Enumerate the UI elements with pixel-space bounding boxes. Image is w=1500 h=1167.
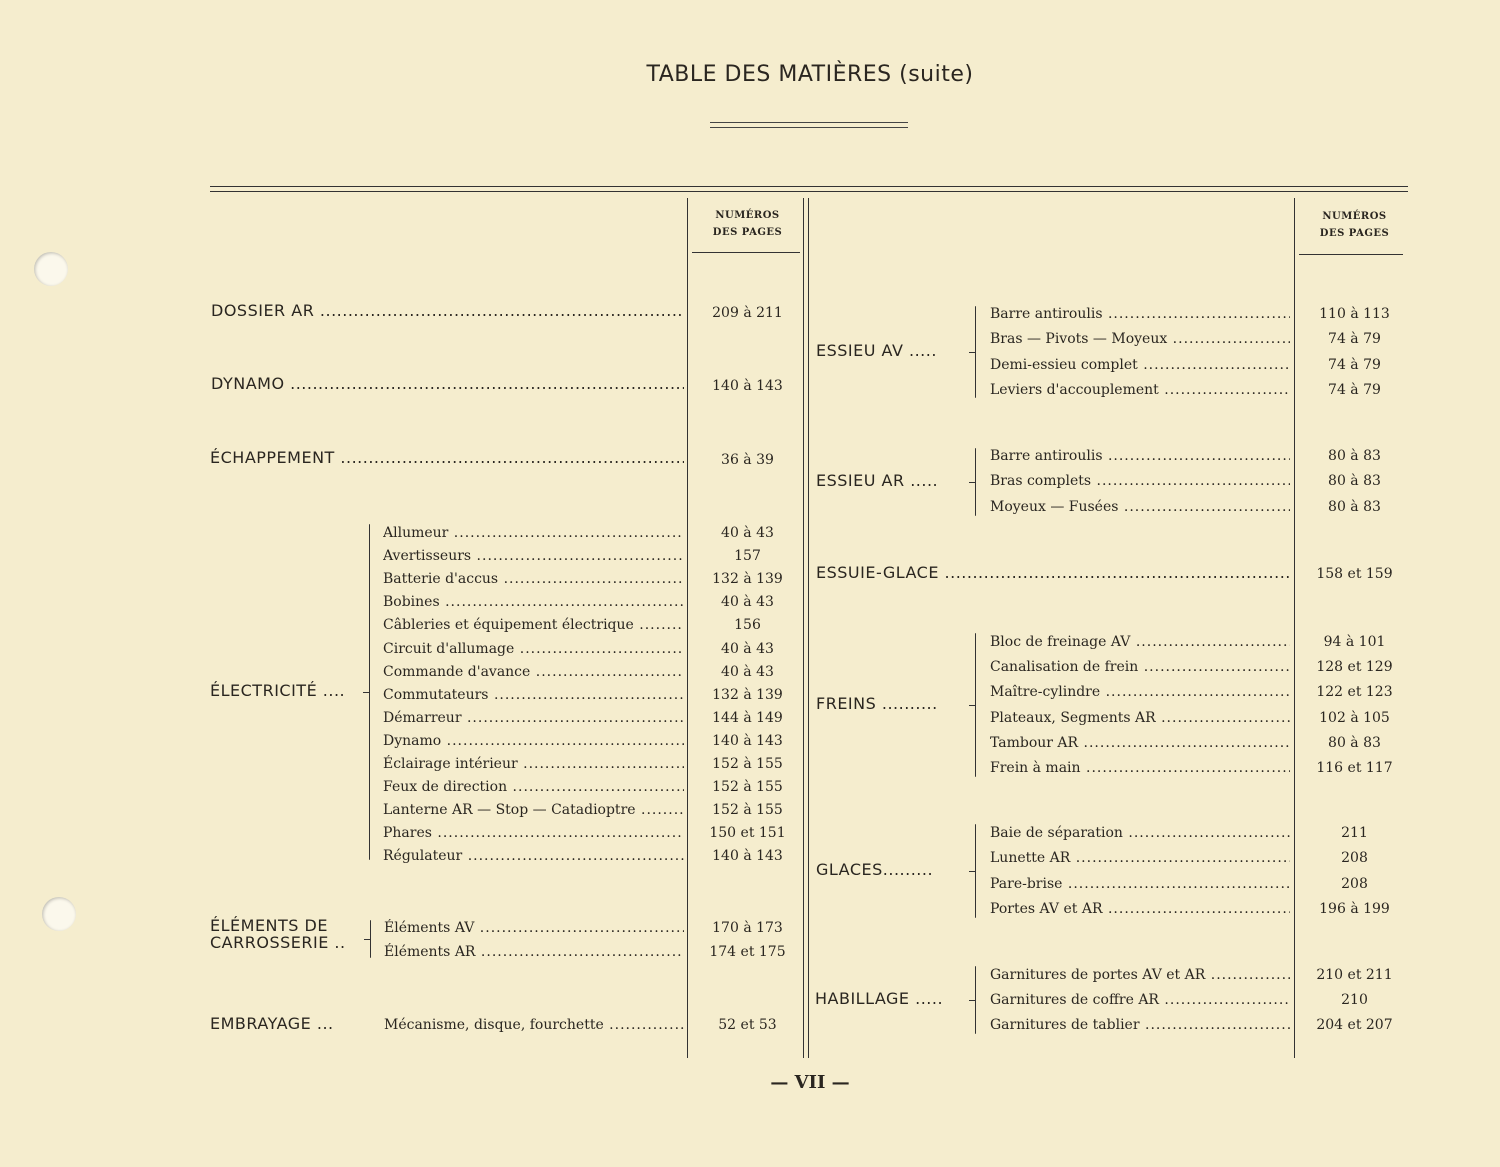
sub-entry-pages: 80 à 83 [1328, 734, 1381, 751]
sub-entry-label: Moyeux — Fusées ..... [990, 498, 1290, 516]
title-underline-2 [710, 127, 908, 128]
sub-entry-pages: 152 à 155 [712, 802, 783, 819]
sub-entry-label: Éléments AR ..... [384, 943, 684, 961]
sub-entry-label: Feux de direction ..... [383, 778, 684, 796]
sub-entry-label: Batterie d'accus ..... [383, 570, 684, 588]
sub-entry-pages: 110 à 113 [1319, 306, 1390, 322]
entry-essieu-ar: ESSIEU AR ..... [816, 471, 939, 490]
sub-entry-label: Phares ..... [383, 824, 684, 842]
sub-entry-label: Éléments AV ..... [384, 919, 684, 937]
sub-entry-pages: 152 à 155 [712, 756, 783, 772]
sub-entry-pages: 210 et 211 [1316, 967, 1393, 983]
sub-entry-label: Garnitures de tablier ..... [990, 1016, 1290, 1034]
sub-entry-pages: 40 à 43 [721, 525, 774, 541]
page-title: TABLE DES MATIÈRES (suite) [646, 62, 974, 87]
entry-dossier-ar: DOSSIER AR ..... [211, 301, 684, 321]
sub-entry-label: Allumeur ..... [383, 524, 684, 542]
sub-entry-pages: 74 à 79 [1328, 381, 1381, 398]
center-divider-2 [808, 198, 809, 1058]
sub-entry-label: Frein à main ..... [990, 759, 1290, 777]
title-underline [710, 122, 908, 123]
sub-entry-label: Garnitures de portes AV et AR ..... [990, 966, 1290, 984]
sub-entry-label: Commande d'avance ..... [383, 663, 684, 681]
sub-entry-pages: 140 à 143 [712, 732, 783, 749]
sub-entry-label: Bobines ..... [383, 593, 684, 611]
pages-dynamo: 140 à 143 [712, 378, 783, 394]
header-line1: NUMÉROS [715, 210, 780, 221]
sub-entry-pages: 208 [1341, 850, 1368, 867]
sub-entry-pages: 156 [734, 617, 761, 634]
sub-entry-label: Dynamo ..... [383, 732, 684, 750]
sub-entry-pages: 94 à 101 [1323, 634, 1386, 650]
sub-entry-pages: 122 et 123 [1316, 684, 1393, 701]
sub-entry-label: Démarreur ..... [383, 709, 684, 727]
sub-entry-label: Commutateurs ..... [383, 686, 684, 704]
entry-freins: FREINS .......... [816, 694, 938, 713]
entry-embrayage: EMBRAYAGE ... [210, 1014, 334, 1033]
entry-echappement: ÉCHAPPEMENT ..... [210, 448, 684, 468]
sub-entry-label: Tambour AR ..... [990, 734, 1290, 752]
binder-hole-bottom [42, 897, 76, 931]
table-top-rule-2 [210, 191, 1408, 192]
sub-entry-label: Lunette AR ..... [990, 849, 1290, 867]
brace-elements [370, 920, 371, 958]
right-pages-header [1297, 208, 1412, 242]
sub-entry-label: Garnitures de coffre AR ..... [990, 991, 1290, 1009]
brace-freins [975, 633, 976, 777]
sub-entry-label: Lanterne AR — Stop — Catadioptre ..... [383, 801, 684, 819]
sub-entry-label: Maître-cylindre ..... [990, 683, 1290, 701]
sub-entry-label: Demi-essieu complet ..... [990, 356, 1290, 374]
left-header-rule [692, 252, 800, 253]
sub-entry-pages: 116 et 117 [1316, 760, 1393, 776]
entry-glaces: GLACES......... [816, 860, 934, 879]
sub-entry-pages: 174 et 175 [709, 943, 786, 960]
entry-electricite: ÉLECTRICITÉ .... [210, 681, 346, 700]
sub-entry-pages: 210 [1341, 992, 1368, 1009]
table-top-rule [210, 186, 1408, 187]
sub-entry-label: Câbleries et équipement électrique ..... [383, 616, 684, 634]
sub-entry-pages: 74 à 79 [1328, 356, 1381, 373]
brace-essieu-ar [975, 448, 976, 516]
sub-entry-pages: 144 à 149 [712, 709, 783, 726]
sub-entry-pages: 80 à 83 [1328, 473, 1381, 490]
sub-entry-pages: 157 [734, 548, 761, 565]
pages-dossier-ar: 209 à 211 [712, 305, 783, 321]
sub-entry-label: Pare-brise ..... [990, 875, 1290, 893]
sub-entry-pages: 196 à 199 [1319, 900, 1390, 917]
sub-entry-pages: 52 et 53 [718, 1017, 777, 1033]
brace-glaces [975, 824, 976, 918]
sub-entry-pages: 211 [1341, 825, 1368, 841]
sub-entry-pages: 128 et 129 [1316, 659, 1393, 676]
sub-entry-pages: 170 à 173 [712, 920, 783, 936]
sub-entry-label: Bloc de freinage AV ..... [990, 633, 1290, 651]
sub-entry-pages: 140 à 143 [712, 848, 783, 865]
sub-entry-label: Bras complets ..... [990, 472, 1290, 490]
sub-entry-pages: 80 à 83 [1328, 448, 1381, 464]
sub-entry-label: Baie de séparation ..... [990, 824, 1290, 842]
entry-essieu-av: ESSIEU AV ..... [816, 341, 937, 360]
right-page-column-divider [1294, 198, 1295, 1058]
pages-echappement: 36 à 39 [721, 452, 774, 468]
entry-habillage: HABILLAGE ..... [815, 989, 944, 1008]
sub-entry-label: Éclairage intérieur ..... [383, 755, 684, 773]
sub-entry-pages: 102 à 105 [1319, 709, 1390, 726]
sub-entry-pages: 40 à 43 [721, 640, 774, 657]
sub-entry-label: Canalisation de frein ..... [990, 658, 1290, 676]
header-line2: DES PAGES [712, 227, 783, 238]
sub-entry-pages: 204 et 207 [1316, 1017, 1393, 1034]
sub-entry-pages: 132 à 139 [712, 686, 783, 703]
sub-entry-pages: 208 [1341, 875, 1368, 892]
sub-entry-label: Régulateur ..... [383, 847, 684, 865]
sub-entry-label: Bras — Pivots — Moyeux ..... [990, 330, 1290, 348]
binder-hole-top [34, 252, 68, 286]
brace-habillage [975, 966, 976, 1034]
sub-entry-label: Plateaux, Segments AR ..... [990, 709, 1290, 727]
right-header-rule [1299, 254, 1403, 255]
sub-entry-pages: 40 à 43 [721, 663, 774, 680]
brace-essieu-av [975, 306, 976, 398]
entry-essuie-glace: ESSUIE-GLACE ..... [816, 563, 1290, 583]
sub-entry-label: Circuit d'allumage ..... [383, 640, 684, 658]
sub-entry-pages: 80 à 83 [1328, 498, 1381, 515]
header-line2: DES PAGES [1319, 228, 1390, 239]
entry-carrosserie: CARROSSERIE .. [210, 933, 346, 952]
left-page-column-divider [687, 198, 688, 1058]
sub-entry-label: Mécanisme, disque, fourchette ..... [384, 1016, 684, 1034]
sub-entry-label: Avertisseurs ..... [383, 547, 684, 565]
sub-entry-label: Leviers d'accouplement ..... [990, 381, 1290, 399]
sub-entry-pages: 150 et 151 [709, 825, 786, 842]
sub-entry-pages: 132 à 139 [712, 571, 783, 588]
pages-essuie-glace: 158 et 159 [1316, 566, 1393, 582]
page-number: — VII — [770, 1072, 850, 1093]
left-pages-header [690, 207, 805, 241]
sub-entry-pages: 74 à 79 [1328, 331, 1381, 348]
brace-electricite [369, 524, 370, 860]
header-line1: NUMÉROS [1322, 211, 1387, 222]
sub-entry-pages: 152 à 155 [712, 779, 783, 796]
sub-entry-label: Barre antiroulis ..... [990, 447, 1290, 465]
sub-entry-pages: 40 à 43 [721, 594, 774, 611]
sub-entry-label: Barre antiroulis ..... [990, 305, 1290, 323]
sub-entry-label: Portes AV et AR ..... [990, 900, 1290, 918]
entry-elements-de: ÉLÉMENTS DE [210, 916, 328, 935]
entry-dynamo: DYNAMO ..... [211, 374, 684, 394]
